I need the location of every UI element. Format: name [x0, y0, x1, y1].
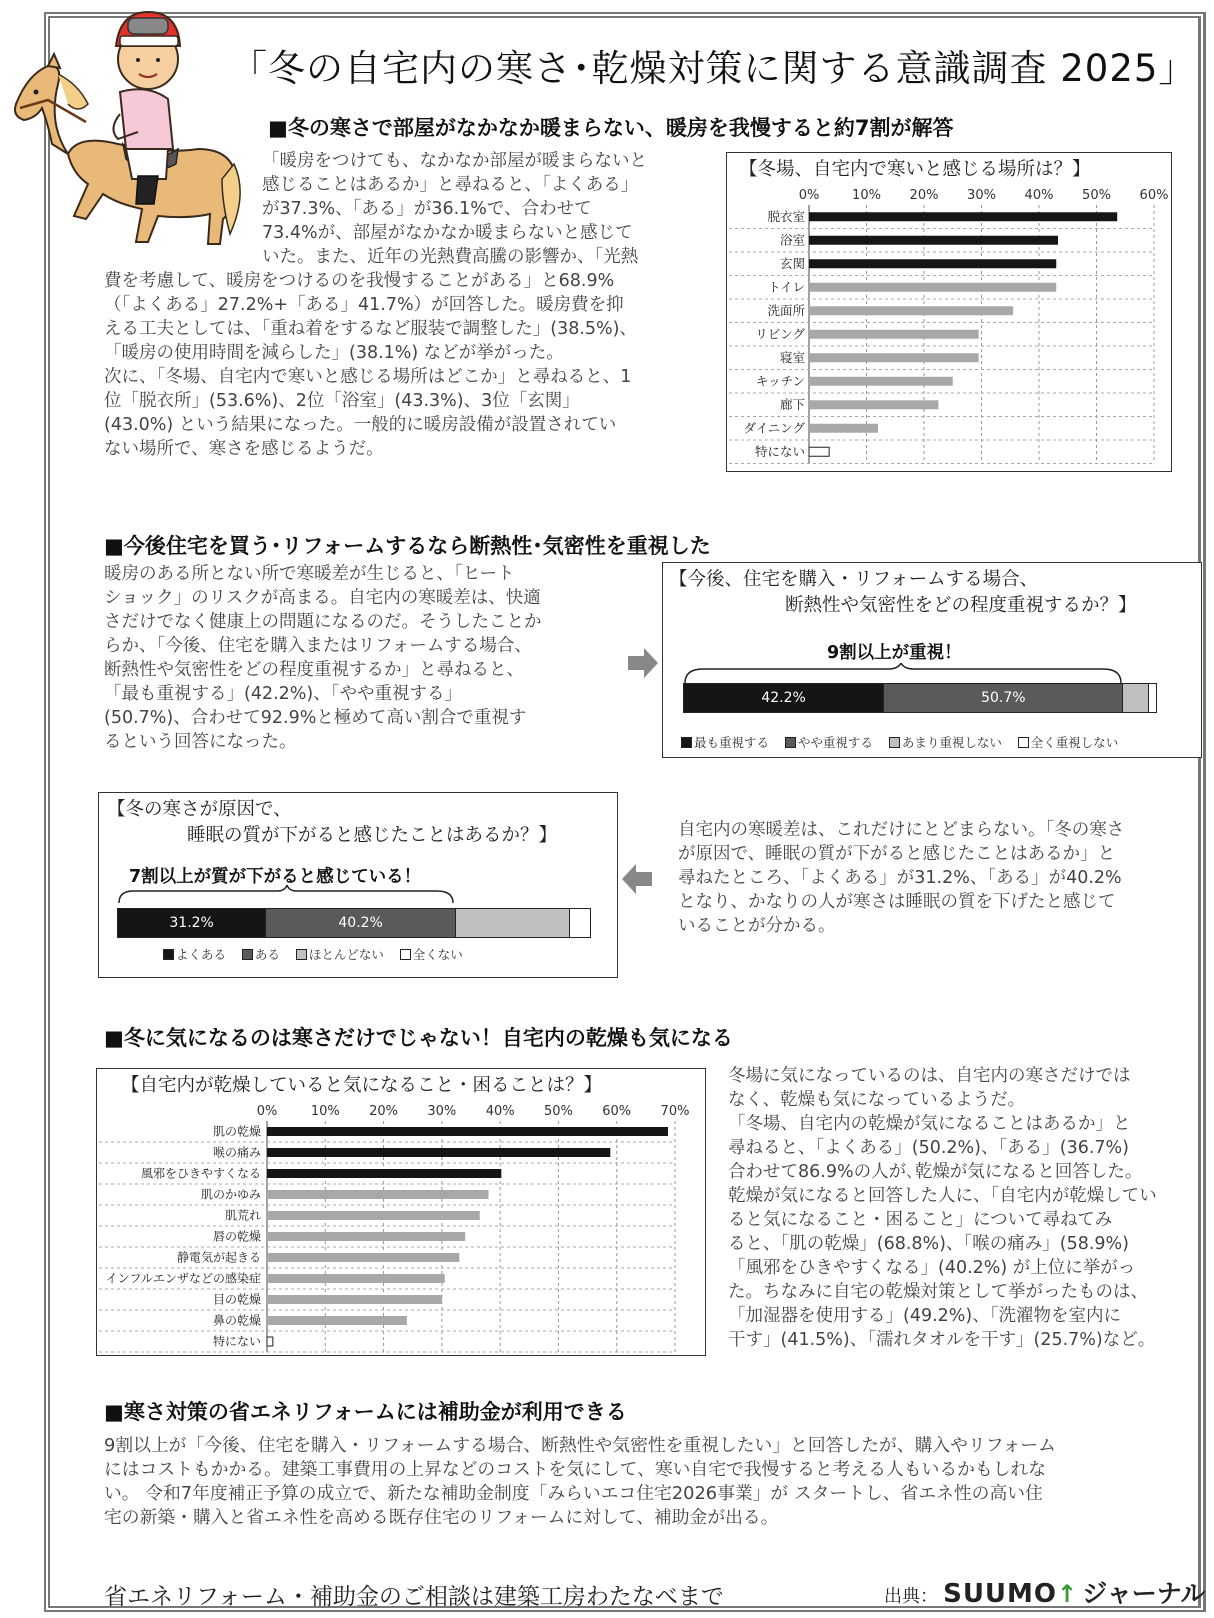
category-label: 浴室	[779, 232, 805, 248]
chart2-title-line2: 断熱性や気密性をどの程度重視するか？】	[785, 595, 1137, 616]
bar	[809, 353, 979, 362]
chart3-stacked-bar	[117, 908, 591, 938]
bar	[267, 1148, 610, 1157]
legend-item: あまり重視しない	[889, 735, 1002, 750]
category-label: キッチン	[755, 373, 805, 389]
bar	[809, 447, 829, 456]
category-label: トイレ	[768, 279, 805, 295]
chart2-legend	[681, 733, 1118, 751]
jockey-horse-illustration	[8, 4, 243, 254]
chart2-box	[662, 562, 1202, 758]
category-label: 脱衣室	[767, 208, 805, 224]
tick-label: 70%	[660, 1104, 690, 1119]
bar	[267, 1190, 488, 1199]
section1-heading: ■冬の寒さで部屋がなかなか暖まらない、暖房を我慢すると約7割が解答	[268, 116, 954, 140]
chart3-callout: 7割以上が質が下がると感じている！	[129, 867, 422, 887]
tick-label: 60%	[1139, 188, 1169, 203]
bar	[809, 306, 1013, 315]
category-label: 唇の乾燥	[212, 1229, 261, 1244]
category-label: 目の乾燥	[212, 1292, 261, 1307]
legend-item: よくある	[163, 947, 226, 962]
category-label: 風邪をひきやすくなる	[140, 1166, 261, 1181]
tick-label: 40%	[485, 1104, 515, 1119]
bar	[267, 1232, 465, 1241]
category-label: 肌の乾燥	[212, 1124, 261, 1139]
category-label: 廊下	[779, 396, 805, 412]
section3-paragraph: 自宅内の寒暖差は、これだけにとどまらない。「冬の寒さ が原因で、睡眠の質が下がると感じたことはあるか」と 尋ねたところ、「よくある」が31.2%、「ある」が40.2% となり、かなりの人が寒さは睡眠の質を下げたと感じて いることが分かる。	[678, 820, 1125, 936]
tick-label: 40%	[1024, 188, 1054, 203]
section5-heading: ■寒さ対策の省エネリフォームには補助金が利用できる	[104, 1400, 627, 1424]
up-arrow-icon: ↑	[1057, 1580, 1078, 1608]
legend-item: 全く重視しない	[1018, 735, 1119, 750]
chart1-svg	[727, 181, 1170, 471]
category-label: 肌のかゆみ	[200, 1187, 261, 1202]
stack-segment: 40.2%	[265, 909, 455, 937]
tick-label: 0%	[256, 1104, 278, 1119]
section1-paragraph-bottom: 費を考慮して、暖房をつけるのを我慢することがある」と68.9% （「よくある」27.2%+「ある」41.7%）が回答した。暖房費を抑 える工夫としては、「重ね着をするなど服装で調整した」(38.5%)、 「暖房の使用時間を減らした」(38.1%) などが挙がった。 次に、「冬場、自宅内で寒いと感じる場所はどこか」と尋ねると、1 位「脱衣所」(53.6%)、2位「浴室」(43.3%)、3位「玄関」 (43.0%) という結果になった。一般的に暖房設備が設置されてい ない場所で、寒さを感じるようだ。	[104, 271, 637, 459]
bar	[267, 1169, 501, 1178]
tick-label: 50%	[543, 1104, 573, 1119]
source-label: 出典：	[884, 1586, 938, 1607]
tick-label: 20%	[909, 188, 939, 203]
stack-segment: 50.7%	[883, 684, 1122, 712]
section4-paragraph: 冬場に気になっているのは、自宅内の寒さだけでは なく、乾燥も気になっているようだ。 「冬場、自宅内の乾燥が気になることはあるか」と 尋ねると、「よくある」(50.2%)、「ある」(36.7%) 合わせて86.9%の人が､乾燥が気になると回答した。 乾燥が気になると回答した人に、「自宅内が乾燥してい ると気になること・困ること」について尋ねてみ ると、「肌の乾燥」(68.8%)、「喉の痛み」(58.9%) 「風邪をひきやすくなる」(40.2%) が上位に挙がっ た。ちなみに自宅の乾燥対策として挙がったものは、 「加湿器を使用する」(49.2%)、「洗濯物を室内に 干す」(41.5%)、「濡れタオルを干す」(25.7%)など。	[728, 1066, 1157, 1350]
arrow-right-icon	[628, 648, 660, 678]
page-title: 「冬の自宅内の寒さ･乾燥対策に関する意識調査 2025」	[230, 47, 1197, 90]
chart3-brace	[117, 885, 457, 905]
footer-source	[884, 1574, 1206, 1610]
stack-segment	[1122, 684, 1148, 712]
legend-item: やや重視する	[785, 735, 873, 750]
chart4-box	[96, 1068, 706, 1356]
chart4-svg	[97, 1097, 704, 1355]
chart2-stacked-bar	[683, 683, 1157, 713]
stack-segment: 31.2%	[118, 909, 265, 937]
bar	[267, 1253, 459, 1262]
tick-label: 30%	[967, 188, 996, 203]
bar	[267, 1295, 442, 1304]
suumo-logo: SUUMO	[943, 1579, 1058, 1609]
category-label: 特にない	[754, 443, 805, 459]
category-label: 玄関	[779, 255, 805, 271]
tick-label: 10%	[310, 1104, 340, 1119]
category-label: 静電気が起きる	[176, 1250, 261, 1265]
arrow-left-icon	[620, 864, 652, 894]
chart4-title: 【自宅内が乾燥していると気になること・困ることは？】	[121, 1075, 603, 1096]
category-label: 肌荒れ	[224, 1208, 261, 1223]
stack-segment	[569, 909, 590, 937]
chart2-brace	[683, 663, 1123, 685]
section1-paragraph-top: 「暖房をつけても、なかなか部屋が暖まらないと 感じることはあるか」と尋ねると、「よくある」 が37.3%、「ある」が36.1%で、合わせて 73.4%が、部屋がなかなか暖まらないと感じて いた。また、近年の光熱費高騰の影響か、「光熱	[262, 151, 647, 267]
bar	[809, 283, 1056, 292]
bar	[809, 330, 979, 339]
chart3-box	[98, 792, 618, 978]
legend-item: 全くない	[400, 947, 463, 962]
section5-paragraph: 9割以上が「今後、住宅を購入・リフォームする場合、断熱性や気密性を重視したい」と回答したが、購入やリフォーム にはコストもかかる。建築工事費用の上昇などのコストを気にして、寒い自宅で我慢すると考える人もいるかもしれな い。 令和7年度補正予算の成立で、新たな補助金制度「みらいエコ住宅2026事業」が スタートし、省エネ性の高い住 宅の新築・購入と省エネ性を高める既存住宅のリフォームに対して、補助金が出る。	[104, 1435, 1056, 1528]
bar	[267, 1316, 407, 1325]
chart3-title-line2: 睡眠の質が下がると感じたことはあるか？】	[187, 825, 558, 846]
bar	[809, 400, 938, 409]
journal-logo: ジャーナル	[1082, 1579, 1206, 1608]
tick-label: 50%	[1082, 188, 1111, 203]
chart2-callout: 9割以上が重視！	[827, 643, 962, 663]
bar	[267, 1274, 445, 1283]
footer-consult: 省エネリフォーム・補助金のご相談は建築工房わたなべまで	[104, 1584, 724, 1610]
category-label: リビング	[755, 326, 805, 342]
stack-segment	[1148, 684, 1156, 712]
category-label: 鼻の乾燥	[212, 1313, 261, 1328]
chart1-box	[726, 152, 1172, 472]
section2-paragraph: 暖房のある所とない所で寒暖差が生じると、「ヒート ショック」のリスクが高まる。自宅内の寒暖差は、快適 さだけでなく健康上の問題になるのだ。そうしたことか らか、「今後、住宅を購入またはリフォームする場合、 断熱性や気密性をどの程度重視するか」と尋ねると、 「最も重視する」(42.2%)、「やや重視する」 (50.7%)、合わせて92.9%と極めて高い割合で重視す るという回答になった。	[104, 564, 542, 752]
tick-label: 0%	[798, 188, 820, 203]
bar	[809, 424, 878, 433]
bar	[267, 1211, 480, 1220]
legend-item: ある	[242, 947, 280, 962]
section2-heading: ■今後住宅を買う･リフォームするなら断熱性･気密性を重視した	[104, 534, 711, 558]
section4-heading: ■冬に気になるのは寒さだけでじゃない！自宅内の乾燥も気になる	[104, 1026, 733, 1050]
legend-item: ほとんどない	[296, 947, 384, 962]
bar	[267, 1127, 668, 1136]
chart3-title-line1: 【冬の寒さが原因で、	[107, 799, 292, 820]
tick-label: 10%	[852, 188, 881, 203]
tick-label: 20%	[369, 1104, 399, 1119]
bar	[809, 259, 1056, 268]
legend-item: 最も重視する	[681, 735, 769, 750]
bar	[809, 212, 1117, 221]
tick-label: 60%	[602, 1104, 632, 1119]
stack-segment: 42.2%	[684, 684, 883, 712]
category-label: 喉の痛み	[212, 1145, 261, 1160]
category-label: 洗面所	[767, 302, 805, 318]
category-label: 特にない	[212, 1334, 261, 1349]
tick-label: 30%	[427, 1104, 457, 1119]
bar	[267, 1337, 273, 1346]
chart3-legend	[163, 945, 463, 963]
stack-segment	[455, 909, 569, 937]
category-label: 寝室	[779, 349, 805, 365]
chart1-title: 【冬場、自宅内で寒いと感じる場所は？】	[739, 159, 1091, 180]
category-label: インフルエンザなどの感染症	[105, 1271, 261, 1286]
chart2-title-line1: 【今後、住宅を購入・リフォームする場合、	[669, 569, 1039, 590]
bar	[809, 377, 953, 386]
bar	[809, 236, 1058, 245]
category-label: ダイニング	[743, 420, 805, 436]
